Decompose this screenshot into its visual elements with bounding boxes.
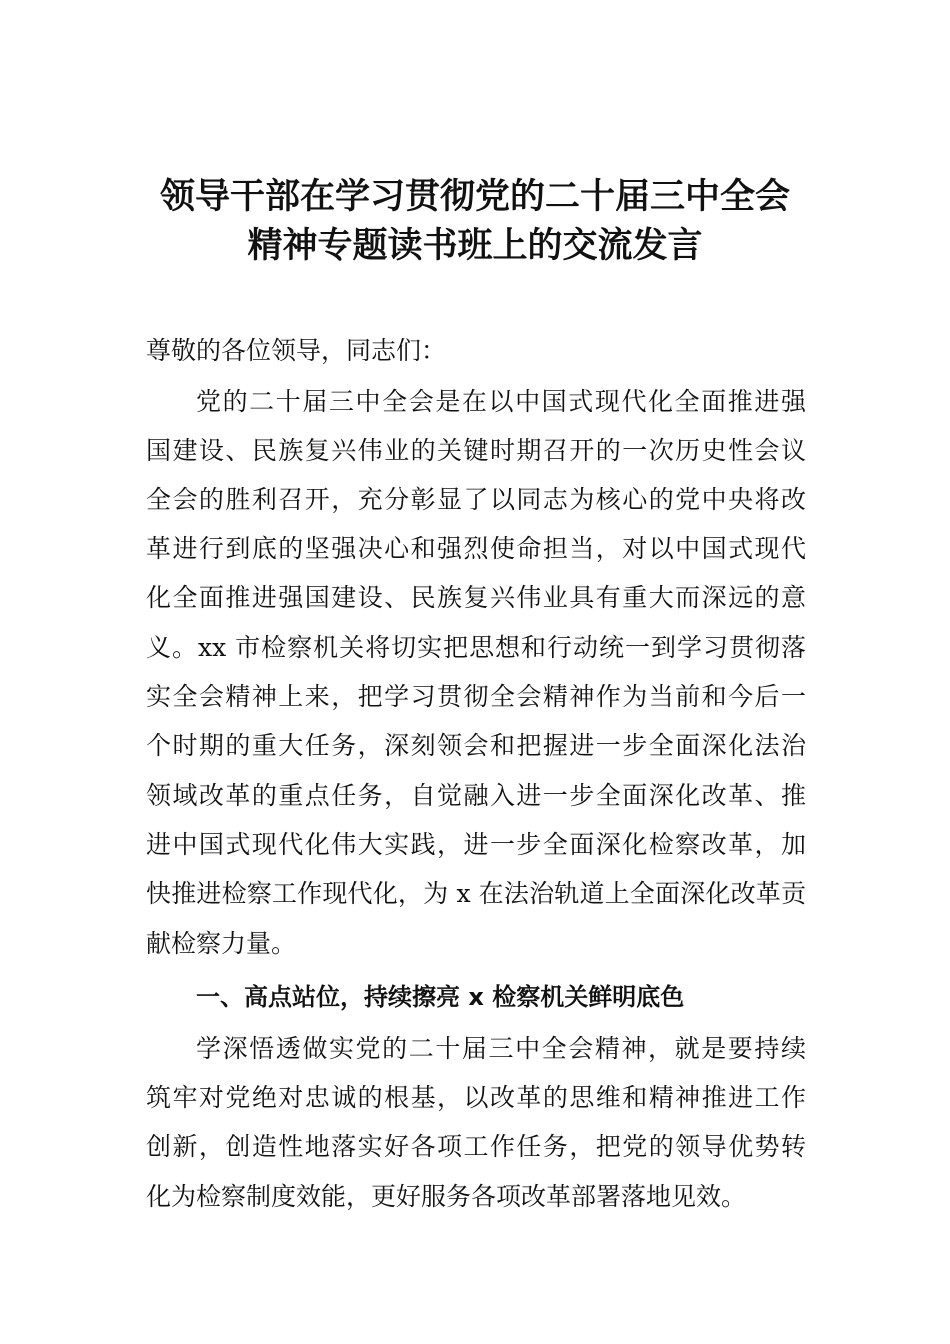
paragraph-line: 党的二十届三中全会是在以中国式现代化全面推进强: [196, 387, 806, 416]
paragraph-line: 化全面推进强国建设、民族复兴伟业具有重大而深远的意: [146, 583, 806, 612]
paragraph-line: 进中国式现代化伟大实践，进一步全面深化检察改革，加: [146, 830, 806, 859]
paragraph-line: 个时期的重大任务，深刻领会和把握进一步全面深化法治: [146, 731, 806, 760]
paragraph-line: 实全会精神上来，把学习贯彻全会精神作为当前和今后一: [146, 682, 806, 711]
paragraph-line: 化为检察制度效能，更好服务各项改革部署落地见效。: [146, 1182, 747, 1211]
document-title-line-1: 领导干部在学习贯彻党的二十届三中全会: [159, 177, 790, 217]
document-title-line-2: 精神专题读书班上的交流发言: [247, 226, 703, 266]
paragraph-line: 国建设、民族复兴伟业的关键时期召开的一次历史性会议: [146, 436, 806, 465]
paragraph-line: 筑牢对党绝对忠诚的根基，以改革的思维和精神推进工作: [146, 1083, 806, 1112]
paragraph-line: 献检察力量。: [146, 929, 297, 958]
section-heading-1: 一、高点站位，持续擦亮 x 检察机关鲜明底色: [196, 983, 685, 1011]
paragraph-line: 义。xx 市检察机关将切实把思想和行动统一到学习贯彻落: [146, 633, 806, 662]
paragraph-line: 创新，创造性地落实好各项工作任务，把党的领导优势转: [146, 1132, 806, 1161]
salutation: 尊敬的各位领导，同志们：: [146, 336, 447, 365]
paragraph-line: 快推进检察工作现代化，为 x 在法治轨道上全面深化改革贡: [146, 879, 806, 908]
paragraph-line: 领域改革的重点任务，自觉融入进一步全面深化改革、推: [146, 781, 806, 810]
paragraph-line: 学深悟透做实党的二十届三中全会精神，就是要持续: [196, 1034, 806, 1063]
paragraph-line: 革进行到底的坚强决心和强烈使命担当，对以中国式现代: [146, 534, 806, 563]
paragraph-line: 全会的胜利召开，充分彰显了以同志为核心的党中央将改: [146, 485, 806, 514]
